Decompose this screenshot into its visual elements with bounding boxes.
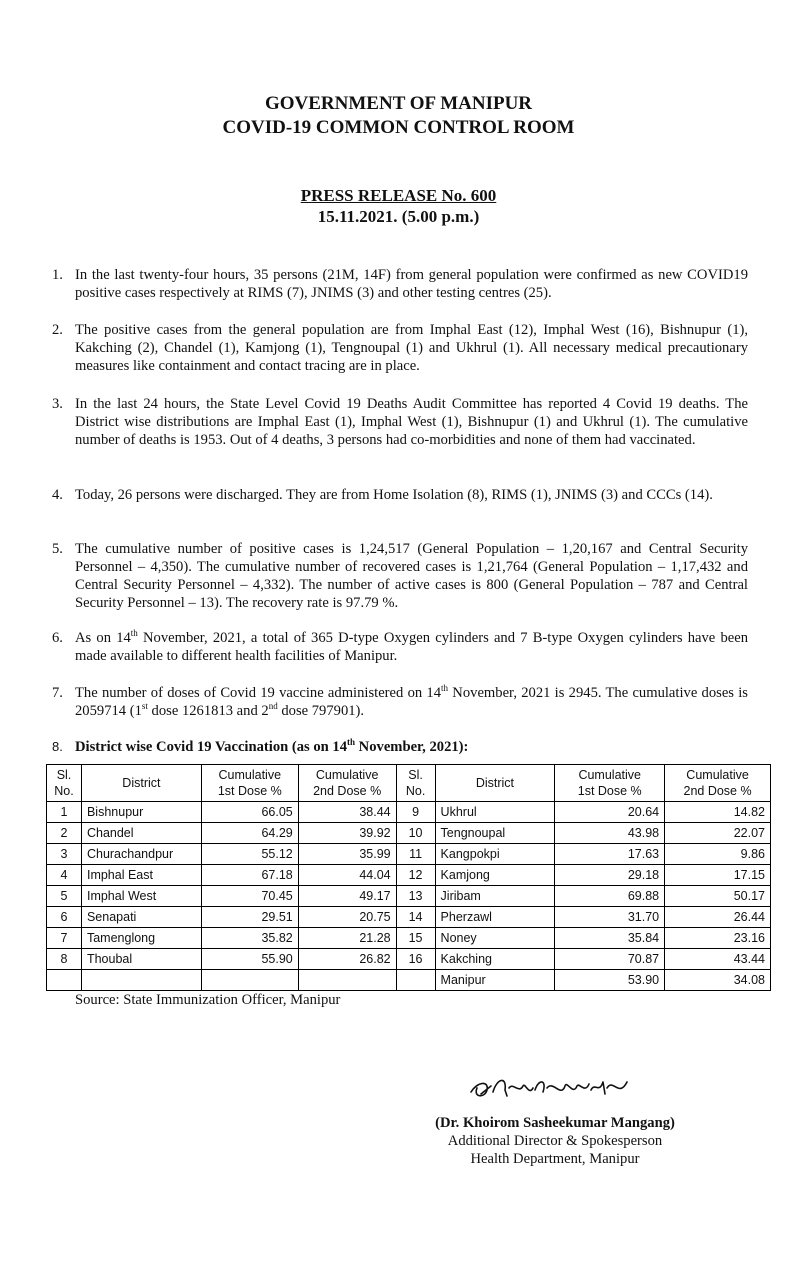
district-cell: Pherzawl: [435, 907, 555, 928]
first-dose-cell: 35.84: [555, 928, 665, 949]
paragraph-number: 8.: [52, 739, 63, 754]
second-dose-cell: 39.92: [298, 823, 396, 844]
first-dose-cell: 29.18: [555, 865, 665, 886]
first-dose-cell: 20.64: [555, 802, 665, 823]
second-dose-cell: 17.15: [665, 865, 771, 886]
district-cell: Kakching: [435, 949, 555, 970]
district-cell: Imphal East: [81, 865, 201, 886]
second-dose-cell: 26.82: [298, 949, 396, 970]
paragraph-6: [52, 629, 748, 665]
first-dose-cell: 70.87: [555, 949, 665, 970]
second-dose-cell: [298, 970, 396, 991]
district-cell: Senapati: [81, 907, 201, 928]
paragraph-text: Today, 26 persons were discharged. They are from Home Isolation (8), RIMS (1), JNIMS (3) and CCCs (14).: [75, 487, 713, 503]
paragraph-text: The number of doses of Covid 19 vaccine administered on 14th November, 2021 is 2945. The cumulative doses is 2059714 (1st dose 1261813 and 2nd dose 797901).: [75, 683, 748, 719]
district-cell: Bishnupur: [81, 802, 201, 823]
header-district: District: [81, 765, 201, 802]
sl-no-cell: 15: [396, 928, 435, 949]
sl-no-cell: 4: [47, 865, 82, 886]
second-dose-cell: 43.44: [665, 949, 771, 970]
table-row: [47, 907, 771, 928]
table-row: [47, 823, 771, 844]
first-dose-cell: 67.18: [201, 865, 298, 886]
district-cell: Kamjong: [435, 865, 555, 886]
sl-no-cell: 3: [47, 844, 82, 865]
first-dose-cell: 55.90: [201, 949, 298, 970]
district-cell: Jiribam: [435, 886, 555, 907]
paragraph-number: 3.: [52, 396, 63, 412]
paragraph-number: 6.: [52, 630, 63, 646]
sl-no-cell: 12: [396, 865, 435, 886]
paragraph-1: [52, 266, 748, 302]
table-row: [47, 886, 771, 907]
sl-no-cell: 13: [396, 886, 435, 907]
first-dose-cell: 31.70: [555, 907, 665, 928]
header-second-dose: Cumulative 2nd Dose %: [665, 765, 771, 802]
table-row: [47, 844, 771, 865]
first-dose-cell: 55.12: [201, 844, 298, 865]
vaccination-table: [46, 764, 771, 991]
table-row: [47, 928, 771, 949]
paragraph-5: [52, 540, 748, 612]
district-cell: Tengnoupal: [435, 823, 555, 844]
paragraph-number: 2.: [52, 322, 63, 338]
table-row: [47, 949, 771, 970]
signatory-name: (Dr. Khoirom Sasheekumar Mangang): [435, 1115, 675, 1131]
paragraph-7: [52, 684, 748, 720]
signatory-designation: Additional Director & Spokesperson: [447, 1133, 663, 1149]
second-dose-cell: 26.44: [665, 907, 771, 928]
sl-no-cell: 8: [47, 949, 82, 970]
district-cell: Churachandpur: [81, 844, 201, 865]
second-dose-cell: 9.86: [665, 844, 771, 865]
press-release-number: PRESS RELEASE No. 600: [300, 186, 497, 205]
header-second-dose: Cumulative 2nd Dose %: [298, 765, 396, 802]
paragraph-number: 1.: [52, 267, 63, 283]
paragraph-number: 5.: [52, 541, 63, 557]
sl-no-cell: 11: [396, 844, 435, 865]
district-cell: Noney: [435, 928, 555, 949]
district-cell: Chandel: [81, 823, 201, 844]
second-dose-cell: 35.99: [298, 844, 396, 865]
first-dose-cell: 53.90: [555, 970, 665, 991]
paragraph-text: In the last twenty-four hours, 35 persons (21M, 14F) from general population were confirmed as new COVID19 positive cases respectively at RIMS (7), JNIMS (3) and other testing centres (25).: [75, 267, 748, 301]
paragraph-4: [52, 486, 748, 504]
sl-no-cell: 1: [47, 802, 82, 823]
second-dose-cell: 38.44: [298, 802, 396, 823]
signature-block: [420, 1114, 690, 1168]
first-dose-cell: 35.82: [201, 928, 298, 949]
district-cell: Imphal West: [81, 886, 201, 907]
sl-no-cell: 6: [47, 907, 82, 928]
paragraph-number: 4.: [52, 487, 63, 503]
vaccination-heading: 8. District wise Covid 19 Vaccination (as on 14th November, 2021):: [52, 737, 469, 755]
header-first-dose: Cumulative 1st Dose %: [201, 765, 298, 802]
second-dose-cell: 20.75: [298, 907, 396, 928]
second-dose-cell: 50.17: [665, 886, 771, 907]
table-row: [47, 802, 771, 823]
table-total-row: [47, 970, 771, 991]
header-district: District: [435, 765, 555, 802]
second-dose-cell: 14.82: [665, 802, 771, 823]
district-cell: Thoubal: [81, 949, 201, 970]
paragraph-text: The cumulative number of positive cases is 1,24,517 (General Population – 1,20,167 and Central Security Personnel – 4,350). The cumulative number of recovered cases is 1,21,764 (General Population – 1,17,432 and Central Security Personnel – 4,332). The number of active cases is 800 (General Population – 787 and Central Security Personnel – 13). The recovery rate is 97.79 %.: [75, 541, 748, 611]
sl-no-cell: 16: [396, 949, 435, 970]
sl-no-cell: 14: [396, 907, 435, 928]
second-dose-cell: 21.28: [298, 928, 396, 949]
sl-no-cell: 7: [47, 928, 82, 949]
first-dose-cell: 29.51: [201, 907, 298, 928]
header-control-room: COVID-19 COMMON CONTROL ROOM: [222, 117, 575, 138]
sl-no-cell: [396, 970, 435, 991]
source-note: Source: State Immunization Officer, Manipur: [75, 992, 341, 1008]
first-dose-cell: 43.98: [555, 823, 665, 844]
second-dose-cell: 49.17: [298, 886, 396, 907]
sl-no-cell: 2: [47, 823, 82, 844]
header-sl-no: Sl. No.: [396, 765, 435, 802]
paragraph-text: The positive cases from the general population are from Imphal East (12), Imphal West (16), Bishnupur (1), Kakching (2), Chandel (1), Kamjong (1), Tengnoupal (1) and Ukhrul (1). All necessary medical precautionary measures like containment and contact tracing are in place.: [75, 322, 748, 374]
second-dose-cell: 44.04: [298, 865, 396, 886]
second-dose-cell: 34.08: [665, 970, 771, 991]
paragraph-text: As on 14th November, 2021, a total of 365 D-type Oxygen cylinders and 7 B-type Oxygen cylinders have been made available to different health facilities of Manipur.: [75, 628, 748, 664]
sl-no-cell: [47, 970, 82, 991]
first-dose-cell: 66.05: [201, 802, 298, 823]
first-dose-cell: 64.29: [201, 823, 298, 844]
sl-no-cell: 9: [396, 802, 435, 823]
paragraph-number: 7.: [52, 685, 63, 701]
header-government: GOVERNMENT OF MANIPUR: [264, 93, 533, 114]
table-row: [47, 865, 771, 886]
paragraph-2: [52, 321, 748, 375]
first-dose-cell: 70.45: [201, 886, 298, 907]
table-header-row: [47, 765, 771, 802]
signatory-department: Health Department, Manipur: [470, 1151, 640, 1167]
district-cell: Tamenglong: [81, 928, 201, 949]
handwritten-signature: [467, 1068, 637, 1104]
paragraph-text: In the last 24 hours, the State Level Covid 19 Deaths Audit Committee has reported 4 Covid 19 deaths. The District wise distributions are Imphal East (1), Imphal West (1), Bishnupur (1) and Ukhrul (1). The cumulative number of deaths is 1953. Out of 4 deaths, 3 persons had co-morbidities and none of them had vaccinated.: [75, 396, 748, 448]
first-dose-cell: 17.63: [555, 844, 665, 865]
district-cell: Manipur: [435, 970, 555, 991]
sl-no-cell: 10: [396, 823, 435, 844]
second-dose-cell: 22.07: [665, 823, 771, 844]
district-cell: Kangpokpi: [435, 844, 555, 865]
press-release-date: 15.11.2021. (5.00 p.m.): [317, 207, 480, 226]
header-sl-no: Sl. No.: [47, 765, 82, 802]
first-dose-cell: [201, 970, 298, 991]
first-dose-cell: 69.88: [555, 886, 665, 907]
district-cell: Ukhrul: [435, 802, 555, 823]
district-cell: [81, 970, 201, 991]
second-dose-cell: 23.16: [665, 928, 771, 949]
header-first-dose: Cumulative 1st Dose %: [555, 765, 665, 802]
paragraph-3: [52, 395, 748, 449]
sl-no-cell: 5: [47, 886, 82, 907]
